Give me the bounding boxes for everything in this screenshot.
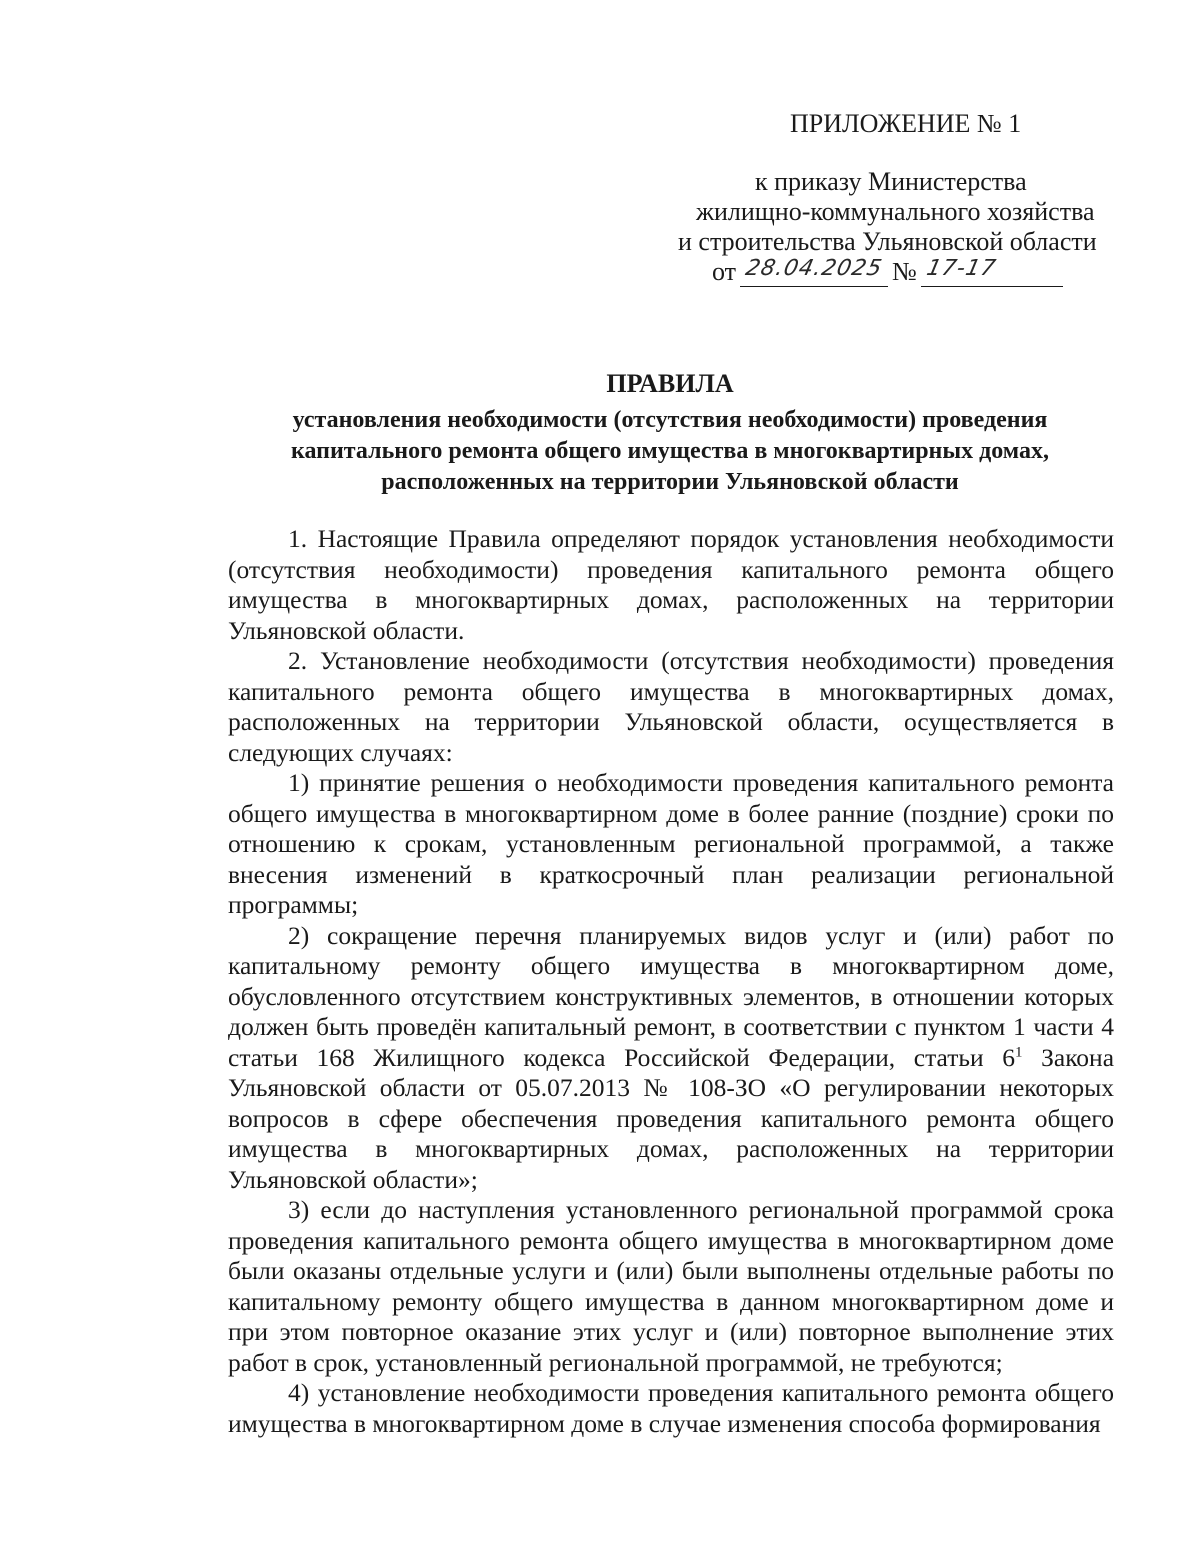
paragraph-3: 1) принятие решения о необходимости проведения капитального ремонта общего имущества в многоквартирном доме в более ранние (поздние) сроки по отношению к срокам, установленным региональной программой, а также внесения изменений в краткосрочный план реализации региональной программы; — [228, 768, 1114, 919]
handwritten-number: 17-17 — [924, 256, 999, 281]
document-title-block — [228, 368, 1112, 498]
document-body — [228, 524, 1114, 1439]
article-superscript: 1 — [1015, 1044, 1023, 1060]
number-blank — [921, 256, 1063, 287]
paragraph-1: 1. Настоящие Правила определяют порядок установления необходимости (отсутствия необходимости) проведения капитального ремонта общего имущества в многоквартирных домах, расположенных на территории Ульяновской области. — [228, 524, 1114, 645]
paragraph-4-part-b: Закона Ульяновской области от 05.07.2013 № 108-ЗО «О регулировании некоторых вопросов в сфере обеспечения проведения капитального ремонта общего имущества в многоквартирных домах, расположенных на территории Ульяновской области»; — [228, 1042, 1115, 1194]
number-prefix: № — [892, 257, 917, 286]
handwritten-date: 28.04.2025 — [743, 256, 885, 281]
document-subtitle: установления необходимости (отсутствия необходимости) проведения капитального ремонта общего имущества в многоквартирных домах, расположенных на территории Ульяновской области — [291, 407, 1049, 495]
date-prefix: от — [712, 257, 737, 286]
order-reference-line-1: к приказу Министерства — [755, 167, 1027, 196]
paragraph-6: 4) установление необходимости проведения капитального ремонта общего имущества в многоквартирном доме в случае изменения способа формирования — [228, 1378, 1114, 1438]
appendix-title: ПРИЛОЖЕНИЕ № 1 — [790, 109, 1022, 138]
paragraph-4 — [228, 921, 1114, 1196]
paragraph-5: 3) если до наступления установленного региональной программой срока проведения капитального ремонта общего имущества в многоквартирном доме были оказаны отдельные услуги и (или) были выполнены отдельные работы по капитальному ремонту общего имущества в данном многоквартирном доме и при этом повторное оказание этих услуг и (или) повторное выполнение этих работ в срок, установленный региональной программой, не требуются; — [228, 1195, 1114, 1377]
paragraph-4-part-a: 2) сокращение перечня планируемых видов услуг и (или) работ по капитальному ремонту общего имущества в многоквартирном доме, обусловленного отсутствием конструктивных элементов, в отношении которых должен быть проведён капитальный ремонт, в соответствии с пунктом 1 части 4 статьи 168 Жилищного кодекса Российской Федерации, статьи 6 — [228, 920, 1114, 1072]
date-blank — [740, 256, 888, 287]
paragraph-2: 2. Установление необходимости (отсутствия необходимости) проведения капитального ремонта общего имущества в многоквартирных домах, расположенных на территории Ульяновской области, осуществляется в следующих случаях: — [228, 646, 1114, 767]
document-title: ПРАВИЛА — [606, 369, 734, 398]
order-date-number-line — [712, 256, 1067, 287]
order-reference-line-2: жилищно-коммунального хозяйства — [696, 197, 1095, 226]
order-reference-line-3: и строительства Ульяновской области — [678, 227, 1097, 256]
